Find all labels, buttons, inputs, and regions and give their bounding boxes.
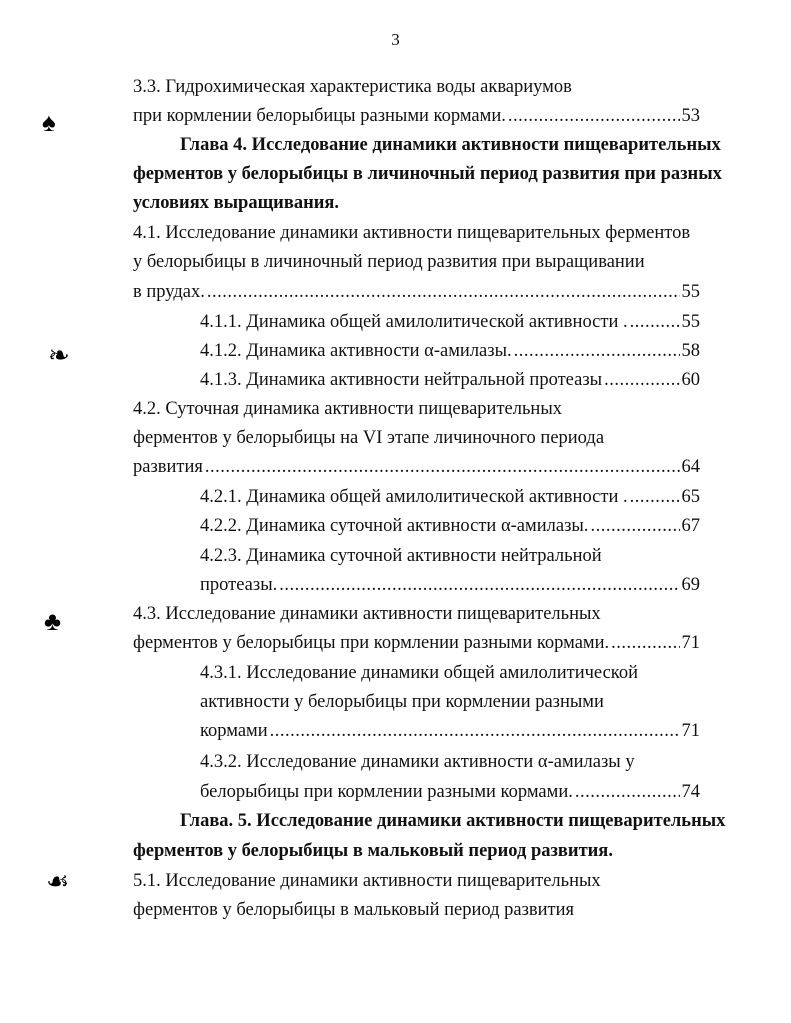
dot-leader (207, 282, 680, 303)
toc-entry-5-1-line1: 5.1. Исследование динамики активности пищеварительных (133, 871, 601, 891)
chapter-4-heading-line3: условиях выращивания. (133, 193, 340, 213)
toc-entry-4-3-2-page: 74 (681, 782, 700, 802)
toc-entry-3-3-text: при кормлении белорыбицы разными кормами. (133, 106, 506, 126)
toc-entry-4-1-line3 (133, 282, 700, 303)
dot-leader (575, 782, 680, 803)
toc-entry-4-3-1-line2: активности у белорыбицы при кормлении разными (200, 692, 604, 712)
toc-entry-4-3-1-text: кормами (200, 721, 268, 741)
chapter-5-heading-line1: Глава. 5. Исследование динамики активности пищеварительных (180, 811, 726, 831)
toc-entry-4-1-3 (200, 370, 700, 391)
toc-entry-4-3-page: 71 (681, 633, 700, 653)
toc-entry-4-1-2-page: 58 (681, 341, 700, 361)
toc-entry-4-2-1-text: 4.2.1. Динамика общей амилолитической активности . (200, 487, 628, 507)
toc-entry-4-3-1-line3 (200, 721, 700, 742)
toc-entry-4-2-text: развития (133, 457, 203, 477)
toc-entry-4-3-2-line2 (200, 782, 700, 803)
toc-entry-4-2-line1: 4.2. Суточная динамика активности пищеварительных (133, 399, 563, 419)
toc-entry-4-1-1 (200, 312, 700, 333)
toc-entry-4-3-2-text: белорыбицы при кормлении разными кормами. (200, 782, 573, 802)
toc-entry-4-3-2-line1: 4.3.2. Исследование динамики активности α-амилазы у (200, 752, 635, 772)
toc-entry-3-3-line1: 3.3. Гидрохимическая характеристика воды аквариумов (133, 77, 572, 97)
toc-entry-3-3-line2 (133, 106, 700, 127)
dot-leader (604, 370, 679, 391)
chapter-4-heading-line1: Глава 4. Исследование динамики активности пищеварительных (180, 135, 721, 155)
toc-entry-4-2-3-line2 (200, 575, 700, 596)
toc-entry-4-2-2 (200, 516, 700, 537)
dot-leader (205, 457, 680, 478)
toc-entry-4-1-3-text: 4.1.3. Динамика активности нейтральной протеазы (200, 370, 603, 390)
dot-leader (590, 516, 679, 537)
dot-leader (630, 487, 680, 508)
dot-leader (630, 312, 680, 333)
toc-entry-4-2-page: 64 (681, 457, 700, 477)
toc-entry-4-1-text: в прудах. (133, 282, 205, 302)
binder-hole-mark: ♠ (42, 108, 56, 137)
toc-entry-4-2-1 (200, 487, 700, 508)
toc-entry-4-2-2-page: 67 (681, 516, 700, 536)
binder-hole-mark: ❧ (48, 341, 70, 370)
toc-entry-4-2-line2: ферментов у белорыбицы на VI этапе личиночного периода (133, 428, 605, 448)
toc-entry-4-1-page: 55 (681, 282, 700, 302)
dot-leader (508, 106, 680, 127)
toc-entry-4-3-line2 (133, 633, 700, 654)
dot-leader (514, 341, 680, 362)
toc-entry-3-3-page: 53 (681, 106, 700, 126)
toc-entry-4-2-2-text: 4.2.2. Динамика суточной активности α-амилазы. (200, 516, 589, 536)
page-number: 3 (391, 30, 400, 49)
toc-entry-4-2-line3 (133, 457, 700, 478)
toc-entry-4-3-line1: 4.3. Исследование динамики активности пищеварительных (133, 604, 601, 624)
toc-entry-4-1-2-text: 4.1.2. Динамика активности α-амилазы. (200, 341, 512, 361)
toc-entry-4-2-3-line1: 4.2.3. Динамика суточной активности нейтральной (200, 546, 602, 566)
toc-entry-4-1-3-page: 60 (681, 370, 700, 390)
toc-entry-4-1-2 (200, 341, 700, 362)
binder-hole-mark: ☙ (46, 867, 70, 896)
toc-entry-4-2-3-text: протеазы. (200, 575, 278, 595)
toc-entry-4-3-1-page: 71 (681, 721, 700, 741)
chapter-4-heading-line2: ферментов у белорыбицы в личиночный период развития при разных (133, 164, 722, 184)
dot-leader (270, 721, 680, 742)
toc-entry-4-3-text: ферментов у белорыбицы при кормлении разными кормами. (133, 633, 610, 653)
toc-entry-4-1-1-page: 55 (681, 312, 700, 332)
dot-leader (611, 633, 679, 654)
toc-entry-4-2-1-page: 65 (681, 487, 700, 507)
toc-entry-4-2-3-page: 69 (681, 575, 700, 595)
toc-entry-4-1-line1: 4.1. Исследование динамики активности пищеварительных ферментов (133, 223, 691, 243)
toc-entry-5-1-line2: ферментов у белорыбицы в мальковый период развития (133, 900, 575, 920)
chapter-5-heading-line2: ферментов у белорыбицы в мальковый период развития. (133, 841, 613, 861)
toc-entry-4-1-1-text: 4.1.1. Динамика общей амилолитической активности . (200, 312, 628, 332)
dot-leader (279, 575, 679, 596)
binder-hole-mark: ♣ (44, 607, 62, 636)
toc-entry-4-3-1-line1: 4.3.1. Исследование динамики общей амилолитической (200, 663, 638, 683)
toc-entry-4-1-line2: у белорыбицы в личиночный период развития при выращивании (133, 252, 645, 272)
